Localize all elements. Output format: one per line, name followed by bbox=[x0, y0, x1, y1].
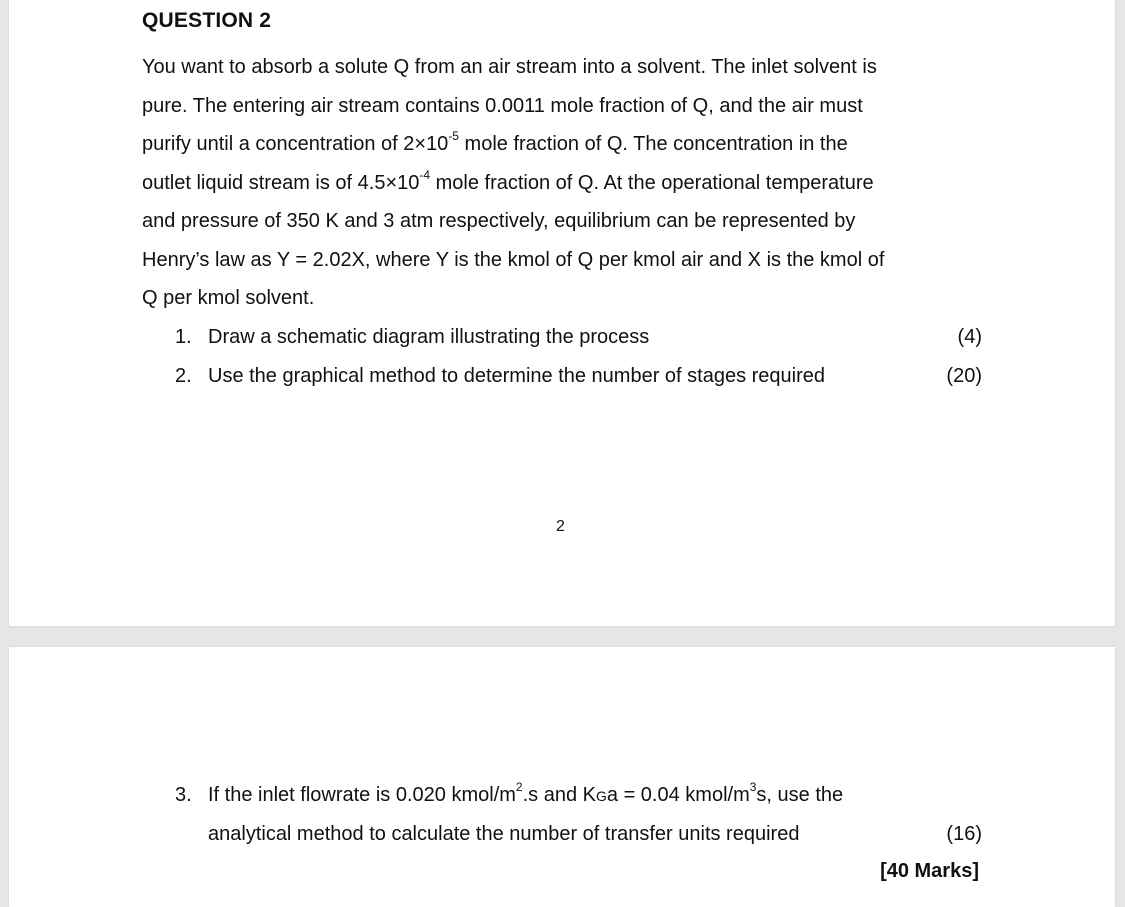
paragraph-line-7: Q per kmol solvent. bbox=[142, 287, 315, 309]
question-heading: QUESTION 2 bbox=[142, 9, 272, 32]
item-2-number: 2. bbox=[175, 365, 192, 387]
item-2-marks: (20) bbox=[946, 365, 982, 387]
paragraph-line-3: purify until a concentration of $2\times 10^{-5}$ mole fraction of Q. The concentration in the bbox=[142, 129, 848, 155]
paragraph-line-6: Henry’s law as Y = 2.02X, where Y is the kmol of Q per kmol air and X is the kmol of bbox=[142, 249, 885, 271]
item-1-text: Draw a schematic diagram illustrating the process bbox=[208, 326, 650, 348]
item-3-number: 3. bbox=[175, 784, 192, 806]
item-2-text: Use the graphical method to determine the number of stages required bbox=[208, 365, 826, 387]
paragraph-line-4: outlet liquid stream is of $4.5\times 10^{-4}$ mole fraction of Q. At the operational temperature bbox=[142, 168, 874, 194]
item-1-marks: (4) bbox=[957, 326, 982, 348]
paragraph-line-1: You want to absorb a solute Q from an air stream into a solvent. The inlet solvent is bbox=[142, 56, 877, 78]
total-marks: [40 Marks] bbox=[880, 860, 979, 882]
paragraph-line-2: pure. The entering air stream contains 0.0011 mole fraction of Q, and the air must bbox=[142, 95, 863, 117]
item-3-line-2: analytical method to calculate the number of transfer units required bbox=[208, 823, 800, 845]
item-3-marks: (16) bbox=[946, 823, 982, 845]
item-3-line-1: If the inlet flowrate is 0.020 kmol/$m^2.s$ and KGa = 0.04 kmol/$m^3s$, use the bbox=[208, 780, 844, 806]
paragraph-line-5: and pressure of 350 K and 3 atm respectively, equilibrium can be represented by bbox=[142, 210, 856, 232]
page-number: 2 bbox=[556, 518, 565, 535]
item-1-number: 1. bbox=[175, 326, 192, 348]
